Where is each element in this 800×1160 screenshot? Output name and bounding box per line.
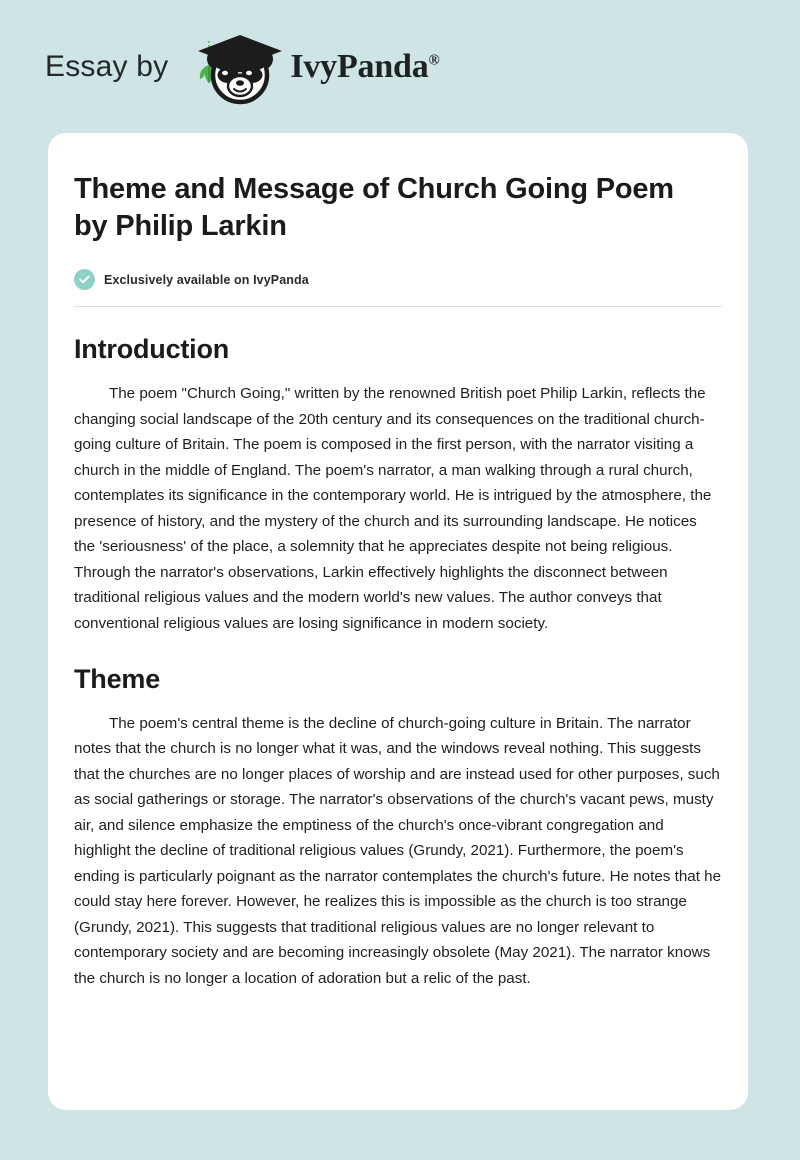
section-introduction <box>74 334 722 636</box>
section-theme <box>74 664 722 992</box>
check-circle-icon <box>74 269 95 290</box>
registered-trademark-mark: ® <box>428 52 440 69</box>
page-header <box>0 0 800 133</box>
status-badge-label: Exclusively available on IvyPanda <box>104 272 309 287</box>
section-heading-introduction: Introduction <box>74 334 230 365</box>
header-divider <box>74 306 722 307</box>
brand-name-text: IvyPanda <box>290 47 429 85</box>
section-paragraph-introduction: The poem "Church Going," written by the renowned British poet Philip Larkin, reflects the changing social landscape of the 20th century and its consequences on the traditional church-going culture of Britain. The poem is composed in the first person, with the narrator visiting a church in the middle of England. The poem's narrator, a man walking through a rural church, contemplates its significance in the contemporary world. He is intrigued by the atmosphere, the presence of history, and the mystery of the church and its surrounding landscape. He notices the 'seriousness' of the place, a solemnity that he appreciates despite not being religious. Through the narrator's observations, Larkin effectively highlights the disconnect between traditional religious values and the modern world's new values. The author conveys that conventional religious values are losing significance in modern society. <box>74 385 712 632</box>
essay-card <box>48 133 748 1110</box>
ivypanda-panda-logo-icon <box>186 29 294 105</box>
page-title: Theme and Message of Church Going Poem by Philip Larkin <box>74 173 674 243</box>
status-badge <box>74 269 722 290</box>
section-paragraph-theme: The poem's central theme is the decline of church-going culture in Britain. The narrator notes that the church is no longer what it was, and the windows reveal nothing. This suggests that the churches are no longer places of worship and are instead used for other purposes, such as social gatherings or storage. The narrator's observations of the church's vacant pews, musty air, and silence emphasize the emptiness of the church's once-vibrant congregation and highlight the decline of traditional religious values (Grundy, 2021). Furthermore, the poem's ending is particularly poignant as the narrator contemplates the church's future. He notes that he could stay here forever. However, he realizes this is impossible as the church is too strange (Grundy, 2021). This suggests that traditional religious values are no longer relevant to contemporary society and are becoming increasingly obsolete (May 2021). The narrator knows the church is no longer a location of adoration but a relic of the past. <box>74 714 722 987</box>
ivypanda-wordmark <box>290 47 440 85</box>
ivypanda-brand-lockup[interactable] <box>186 29 439 105</box>
essay-by-label: Essay by <box>45 49 169 83</box>
section-heading-theme: Theme <box>74 663 161 694</box>
